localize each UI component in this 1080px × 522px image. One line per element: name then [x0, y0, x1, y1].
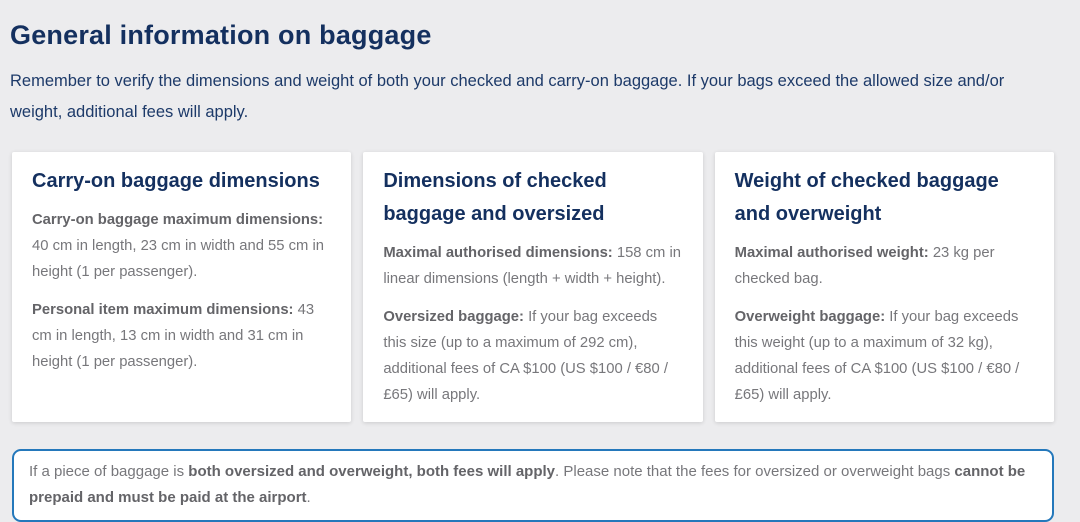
paragraph-text: 43 cm in length, 13 cm in width and 31 cm in height (1 per passenger). — [32, 302, 315, 370]
card-checked-weight-overweight — [715, 152, 1054, 422]
paragraph-label: Maximal authorised weight: — [734, 245, 929, 261]
card-title: Weight of checked baggage and overweight — [734, 170, 999, 225]
card-checked-dimensions-oversized — [363, 152, 702, 422]
paragraph-label: Oversized baggage: — [383, 309, 524, 325]
paragraph-text: 158 cm in linear dimensions (length + width + height). — [383, 245, 681, 287]
paragraph-label: Overweight baggage: — [734, 309, 886, 325]
paragraph-text: 23 kg per checked bag. — [734, 245, 995, 287]
paragraph-label: Personal item maximum dimensions: — [32, 302, 294, 318]
intro-paragraph: Remember to verify the dimensions and weight of both your checked and carry-on baggage. If your bags exceed the allowed size and/or weight, additional fees will apply. — [10, 72, 1005, 121]
card-paragraph — [32, 207, 330, 285]
page-title: General information on baggage — [10, 20, 432, 50]
oversized-overweight-notice-box — [12, 449, 1054, 522]
card-paragraph — [383, 304, 681, 408]
paragraph-label: Maximal authorised dimensions: — [383, 245, 613, 261]
paragraph-text: If your bag exceeds this weight (up to a maximum of 32 kg), additional fees of CA $100 (US $100 / €80 / £65) will apply. — [734, 309, 1020, 403]
card-title: Dimensions of checked baggage and oversized — [383, 170, 607, 225]
paragraph-text: 40 cm in length, 23 cm in width and 55 cm in height (1 per passenger). — [32, 238, 324, 280]
card-paragraph — [735, 240, 1033, 292]
paragraph-label: Carry-on baggage maximum dimensions: — [32, 212, 324, 228]
card-paragraph — [735, 304, 1033, 408]
card-paragraph — [383, 240, 681, 292]
info-cards-row — [12, 152, 1054, 422]
notice-text: If a piece of baggage is — [29, 463, 189, 480]
notice-bold-text: cannot be prepaid and must be paid at the airport — [29, 463, 1026, 506]
notice-text: . Please note that the fees for oversized or overweight bags — [555, 463, 955, 480]
card-carry-on-dimensions — [12, 152, 351, 422]
paragraph-text: If your bag exceeds this size (up to a maximum of 292 cm), additional fees of CA $100 (US $100 / €80 / £65) will apply. — [383, 309, 668, 403]
card-paragraph — [32, 297, 330, 375]
notice-text: . — [306, 489, 311, 506]
card-title: Carry-on baggage dimensions — [32, 170, 320, 192]
notice-bold-text: both oversized and overweight, both fees will apply — [188, 463, 556, 480]
